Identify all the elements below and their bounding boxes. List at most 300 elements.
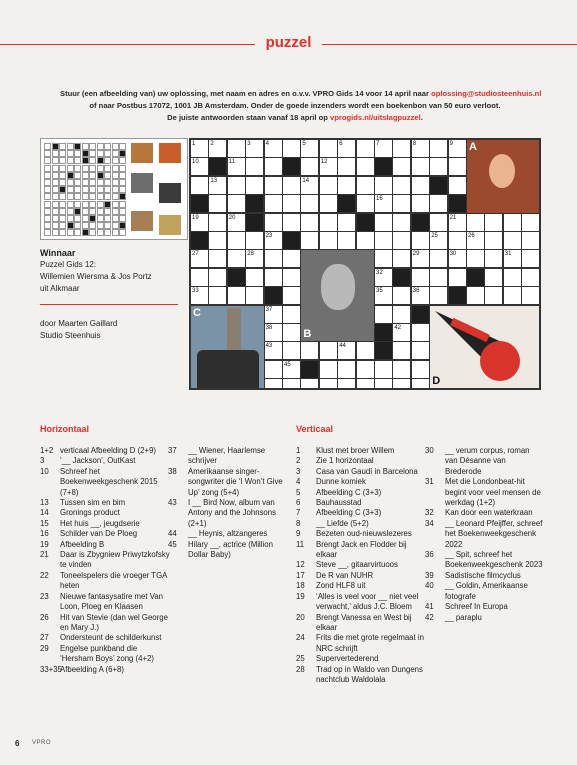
submission-email[interactable]: oplossing@studiosteenhuis.nl [431,89,542,98]
solution-cell [52,157,59,164]
grid-cell[interactable] [283,140,300,157]
grid-cell[interactable] [338,177,355,194]
grid-cell[interactable] [412,342,429,359]
grid-cell[interactable] [265,324,282,341]
clues-horizontal-col2 [168,446,286,560]
clue-text: Dunne komiek [316,477,366,487]
clue-number: 45 [168,539,177,549]
black-square [412,214,429,231]
solution-cell [82,157,89,164]
grid-cell[interactable] [228,158,245,175]
grid-cell[interactable] [246,287,263,304]
grid-cell[interactable] [283,306,300,323]
clue-number: 24 [296,633,305,643]
grid-cell[interactable] [265,158,282,175]
grid-cell[interactable] [393,158,410,175]
grid-cell[interactable] [209,287,226,304]
solution-cell [52,150,59,157]
grid-cell[interactable] [320,342,337,359]
clue-text: Sadistische filmcyclus [445,570,521,580]
solution-cell [67,229,74,236]
solution-cell [89,179,96,186]
solution-cell [59,193,66,200]
grid-cell[interactable] [467,250,484,267]
solution-cell [82,215,89,222]
solution-cell [82,222,89,229]
image-letter: B [303,328,312,341]
solution-cell [74,172,81,179]
grid-cell[interactable] [393,140,410,157]
grid-cell[interactable] [228,232,245,249]
clue-number: 38 [168,466,177,476]
clue-number: 23 [40,591,49,601]
clue-number: 7 [296,508,301,518]
clue-number-label: 14 [302,177,310,184]
grid-cell[interactable] [283,287,300,304]
clue-number: 34 [425,518,434,528]
grid-cell[interactable] [320,140,337,157]
solution-cell [67,215,74,222]
grid-cell[interactable] [246,269,263,286]
clue-text: __ Wiener, Haarlemse schrijver [188,446,266,466]
crossword-grid [189,138,541,390]
grid-cell[interactable] [338,140,355,157]
solution-cell [74,157,81,164]
grid-cell[interactable] [375,361,392,378]
solution-cell [119,208,126,215]
clue-text: Toneelspelers die vroeger TGA heten [60,570,167,591]
grid-cell[interactable] [228,195,245,212]
solution-cell [52,215,59,222]
grid-cell[interactable] [412,379,429,388]
clue-number-label: 44 [339,343,346,350]
grid-cell[interactable] [412,158,429,175]
grid-cell[interactable] [357,232,374,249]
instructions-line1: Stuur (een afbeelding van) uw oplossing, met naam en adres en o.v.v. VPRO Gids 14 voor 14 april naar [60,89,432,98]
grid-cell[interactable] [504,232,521,249]
black-square [191,195,208,212]
solution-cell [112,179,119,186]
solution-cell [44,143,51,150]
clue-item [168,498,286,529]
clue-item [40,519,170,529]
solution-cell [97,222,104,229]
solution-cell [119,222,126,229]
grid-cell[interactable] [338,158,355,175]
clue-text: Daar is Zbygniew Priwytzkofsky te vinden [60,550,170,570]
grid-cell[interactable] [265,361,282,378]
solution-cell [82,201,89,208]
grid-cell[interactable] [412,250,429,267]
clue-number-label: 9 [449,141,453,147]
band-members [197,350,259,388]
grid-cell[interactable] [209,177,226,194]
grid-cell[interactable] [209,195,226,212]
grid-cell[interactable] [357,177,374,194]
grid-cell[interactable] [265,214,282,231]
grid-cell[interactable] [467,287,484,304]
grid-cell[interactable] [191,177,208,194]
clue-number: 43 [168,498,177,508]
grid-cell[interactable] [191,158,208,175]
grid-cell[interactable] [430,232,447,249]
grid-cell[interactable] [522,269,539,286]
clue-item [296,446,424,456]
grid-cell[interactable] [449,140,466,157]
solution-cell [59,143,66,150]
studio: Studio Steenhuis [40,331,101,340]
solution-photo [159,183,181,203]
grid-cell[interactable] [430,195,447,212]
clue-number: 30 [425,446,434,455]
clue-item [296,456,424,466]
solution-cell [59,215,66,222]
grid-cell[interactable] [375,250,392,267]
grid-cell[interactable] [522,287,539,304]
grid-cell[interactable] [412,177,429,194]
grid-cell[interactable] [320,361,337,378]
grid-cell[interactable] [283,214,300,231]
clue-number: 33+35 [40,664,62,674]
solution-cell [67,143,74,150]
grid-cell[interactable] [375,214,392,231]
solution-cell [67,157,74,164]
clue-number-label: 5 [302,141,306,147]
results-link[interactable]: vprogids.nl/uitslagpuzzel [330,113,421,122]
grid-cell[interactable] [375,195,392,212]
grid-cell[interactable] [485,287,502,304]
clue-item [425,550,543,571]
grid-cell[interactable] [449,250,466,267]
solution-cell [112,222,119,229]
grid-cell[interactable] [393,287,410,304]
clue-number: 25 [296,654,305,664]
grid-cell[interactable] [301,342,318,359]
grid-cell[interactable] [301,177,318,194]
grid-cell[interactable] [430,250,447,267]
grid-cell[interactable] [375,140,392,157]
grid-cell[interactable] [265,232,282,249]
grid-cell[interactable] [393,177,410,194]
grid-cell[interactable] [228,287,245,304]
solution-cell [89,229,96,236]
solution-cell [119,186,126,193]
grid-cell[interactable] [467,214,484,231]
solution-cell [74,179,81,186]
grid-cell[interactable] [375,177,392,194]
grid-cell[interactable] [412,361,429,378]
solution-cell [89,172,96,179]
grid-cell[interactable] [375,232,392,249]
clue-text: __ Leonard Pfeijffer, schreef het Boekenweekgeschenk 2022 [445,518,543,549]
clue-number: 16 [40,529,49,539]
clue-number-label: 6 [339,141,343,147]
clue-number: 12 [296,560,305,570]
grid-cell[interactable] [246,158,263,175]
clues-horizontal-col1 [40,446,170,675]
black-square [283,232,300,249]
grid-cell[interactable] [209,140,226,157]
grid-cell[interactable] [504,250,521,267]
clue-number: 13 [40,498,49,508]
grid-cell[interactable] [412,232,429,249]
grid-cell[interactable] [228,177,245,194]
black-square [375,158,392,175]
solution-cell [97,143,104,150]
grid-cell[interactable] [412,287,429,304]
clue-number: 19 [296,591,305,601]
grid-cell[interactable] [283,269,300,286]
clue-number-label: 16 [376,196,383,203]
solution-cell [44,172,51,179]
grid-cell[interactable] [357,140,374,157]
grid-cell[interactable] [301,214,318,231]
image-c [191,306,264,388]
grid-cell[interactable] [430,269,447,286]
grid-cell[interactable] [357,379,374,388]
grid-cell[interactable] [522,232,539,249]
clue-text: Zond HLF8 uit [316,581,366,591]
clue-text: Kan door een waterkraan [445,508,533,518]
grid-cell[interactable] [393,306,410,323]
grid-cell[interactable] [265,177,282,194]
solution-cell [89,222,96,229]
grid-cell[interactable] [375,379,392,388]
grid-cell[interactable] [283,361,300,378]
clue-item [40,592,170,613]
clue-item [296,665,424,686]
grid-cell[interactable] [338,232,355,249]
grid-cell[interactable] [393,342,410,359]
grid-cell[interactable] [320,177,337,194]
grid-cell[interactable] [375,306,392,323]
clue-item [296,581,424,591]
grid-cell[interactable] [375,287,392,304]
solution-cell [59,157,66,164]
grid-cell[interactable] [522,250,539,267]
grid-cell[interactable] [430,158,447,175]
grid-cell[interactable] [430,214,447,231]
grid-cell[interactable] [430,140,447,157]
grid-cell[interactable] [467,232,484,249]
grid-cell[interactable] [504,287,521,304]
grid-cell[interactable] [338,342,355,359]
clue-number: 39 [425,570,434,580]
clue-text: Gronings product [60,508,120,518]
solution-cell [104,186,111,193]
grid-cell[interactable] [320,195,337,212]
grid-cell[interactable] [320,158,337,175]
footer-logo: VPRO [32,740,52,746]
clue-number: 21 [40,550,49,560]
grid-cell[interactable] [209,269,226,286]
solution-cell [112,201,119,208]
image-a [467,140,539,213]
winner-title: Winnaar [40,248,76,258]
grid-cell[interactable] [191,140,208,157]
grid-cell[interactable] [209,250,226,267]
grid-cell[interactable] [283,177,300,194]
grid-cell[interactable] [209,232,226,249]
black-square [449,195,466,212]
solution-cell [59,208,66,215]
solution-cell [67,208,74,215]
black-square [246,195,263,212]
grid-cell[interactable] [412,269,429,286]
grid-cell[interactable] [393,250,410,267]
grid-cell[interactable] [228,214,245,231]
grid-cell[interactable] [357,361,374,378]
grid-cell[interactable] [246,140,263,157]
grid-cell[interactable] [228,250,245,267]
black-square [467,269,484,286]
black-square [338,195,355,212]
grid-cell[interactable] [265,195,282,212]
clue-number-label: 25 [431,233,438,239]
clue-item [296,488,424,498]
grid-cell[interactable] [265,140,282,157]
solution-cell [104,179,111,186]
grid-cell[interactable] [191,250,208,267]
clue-number-label: 33 [192,288,199,295]
winner-block [40,247,190,295]
black-square [449,287,466,304]
solution-cell [112,172,119,179]
grid-cell[interactable] [191,214,208,231]
solution-cell [97,165,104,172]
grid-cell[interactable] [357,158,374,175]
grid-cell[interactable] [228,140,245,157]
grid-cell[interactable] [265,379,282,388]
clue-number-label: 12 [320,159,328,166]
clue-text: Bezeten oud-nieuwslezeres [316,529,412,539]
solution-cell [67,165,74,172]
clue-number-label: 37 [265,306,273,313]
grid-cell[interactable] [375,269,392,286]
solution-photo [159,143,181,163]
grid-cell[interactable] [209,214,226,231]
grid-cell[interactable] [301,195,318,212]
black-square [191,232,208,249]
solution-cell [104,150,111,157]
grid-cell[interactable] [265,342,282,359]
grid-cell[interactable] [393,361,410,378]
instructions-line3-end: . [420,113,423,122]
grid-cell[interactable] [246,250,263,267]
solution-cell [59,222,66,229]
grid-cell[interactable] [430,287,447,304]
grid-cell[interactable] [449,158,466,175]
clue-text: Frits die met grote regelmaat in NRC schrijft [316,633,424,653]
grid-cell[interactable] [504,214,521,231]
grid-cell[interactable] [283,324,300,341]
solution-cell [119,179,126,186]
grid-cell[interactable] [485,269,502,286]
solution-cell [74,186,81,193]
grid-cell[interactable] [393,195,410,212]
grid-cell[interactable] [301,158,318,175]
grid-cell[interactable] [449,269,466,286]
clue-text: __ Heynis, altzangeres [188,529,268,539]
grid-cell[interactable] [191,287,208,304]
clue-number-label: 28 [247,251,254,258]
grid-cell[interactable] [449,177,466,194]
black-square [265,287,282,304]
solution-cell [67,186,74,193]
grid-cell[interactable] [191,269,208,286]
solution-cell [44,186,51,193]
grid-cell[interactable] [246,232,263,249]
grid-cell[interactable] [301,379,318,388]
grid-cell[interactable] [357,342,374,359]
grid-cell[interactable] [338,214,355,231]
solution-cell [104,229,111,236]
grid-cell[interactable] [357,195,374,212]
black-square [209,158,226,175]
grid-cell[interactable] [283,342,300,359]
grid-cell[interactable] [393,379,410,388]
grid-cell[interactable] [301,232,318,249]
solution-cell [67,193,74,200]
clue-number: 36 [425,550,434,560]
clue-item [40,665,170,675]
image-d [430,306,539,388]
grid-cell[interactable] [301,140,318,157]
grid-cell[interactable] [412,195,429,212]
grid-cell[interactable] [283,379,300,388]
solution-cell [119,229,126,236]
clue-text: verticaal Afbeelding D (2+9) [60,446,156,455]
clue-text: Afbeelding B [60,539,105,549]
grid-cell[interactable] [265,250,282,267]
clue-number-label: 1 [192,141,196,147]
grid-cell[interactable] [265,306,282,323]
grid-cell[interactable] [449,214,466,231]
grid-cell[interactable] [265,269,282,286]
grid-cell[interactable] [246,177,263,194]
grid-cell[interactable] [320,379,337,388]
solution-cell [104,172,111,179]
grid-cell[interactable] [412,140,429,157]
grid-cell[interactable] [485,214,502,231]
previous-solution [40,138,188,240]
grid-cell[interactable] [393,214,410,231]
grid-cell[interactable] [485,250,502,267]
grid-cell[interactable] [393,324,410,341]
clue-text: Afbeelding C (3+3) [316,508,382,518]
grid-cell[interactable] [522,214,539,231]
solution-cell [74,215,81,222]
grid-cell[interactable] [338,361,355,378]
grid-cell[interactable] [449,232,466,249]
clue-number: 3 [40,456,45,466]
clue-number: 22 [40,570,49,580]
grid-cell[interactable] [283,250,300,267]
solution-cell [97,208,104,215]
clue-text: Met die Londonbeat-hit begint voor veel mensen de werkdag (1+2) [445,477,541,508]
grid-cell[interactable] [485,232,502,249]
grid-cell[interactable] [283,195,300,212]
grid-cell[interactable] [320,232,337,249]
solution-cell [52,193,59,200]
grid-cell[interactable] [320,214,337,231]
grid-cell[interactable] [393,232,410,249]
grid-cell[interactable] [504,269,521,286]
solution-cell [44,165,51,172]
grid-cell[interactable] [338,379,355,388]
grid-cell[interactable] [412,324,429,341]
solution-cell [89,201,96,208]
